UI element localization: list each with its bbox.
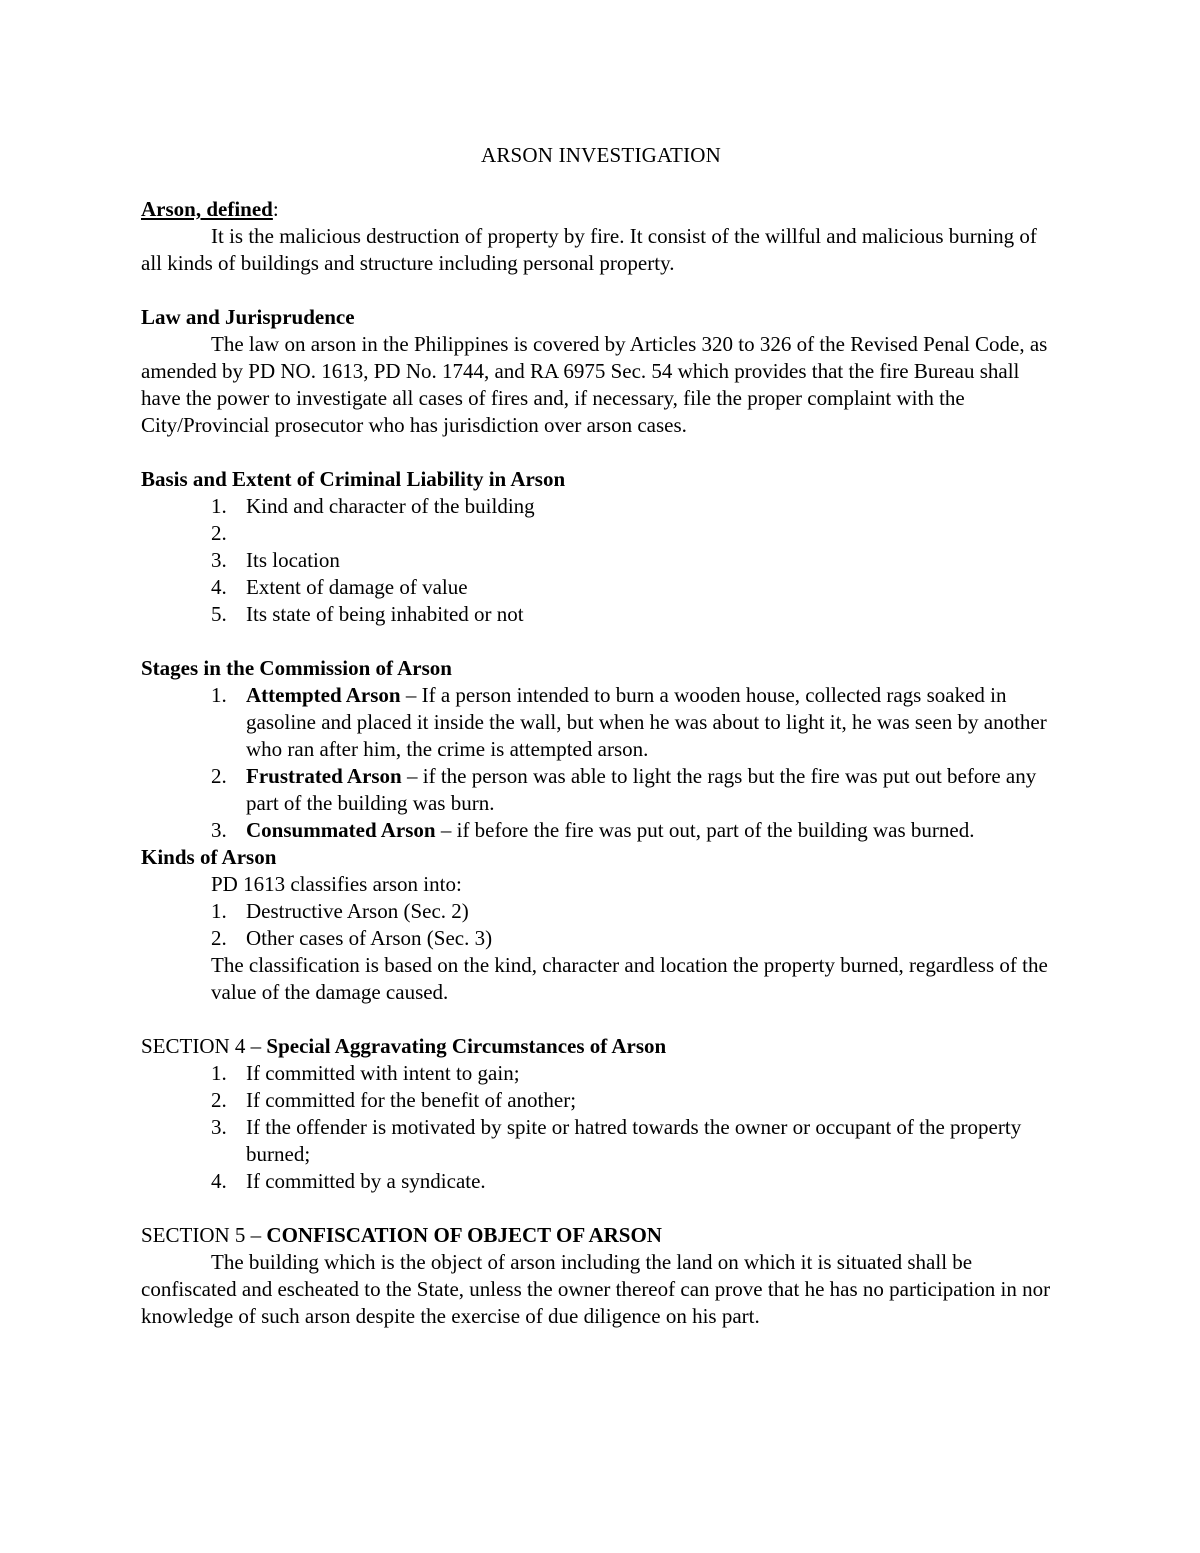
list-item: 4. If committed by a syndicate. (211, 1169, 486, 1193)
list-item: 5. Its state of being inhabited or not (211, 602, 524, 626)
arson-defined-text: It is the malicious destruction of property by fire. It consist of the willful and malicious burning of all kinds of buildings and structure including personal property. (141, 224, 1037, 275)
section4-heading: SECTION 4 – Special Aggravating Circumstances of Arson (141, 1034, 667, 1058)
stages-list (141, 682, 1061, 844)
list-item: 3. Its location (211, 548, 340, 572)
section5-text: The building which is the object of arson including the land on which it is situated shall be confiscated and escheated to the State, unless the owner thereof can prove that he has no participation in nor knowledge of such arson despite the exercise of due diligence on his part. (141, 1250, 1051, 1328)
list-item: 3. Consummated Arson – if before the fire was put out, part of the building was burned. (211, 818, 975, 842)
arson-defined-heading: Arson, defined: (141, 197, 279, 221)
basis-heading: Basis and Extent of Criminal Liability in Arson (141, 467, 566, 491)
list-item: 2. Other cases of Arson (Sec. 3) (211, 926, 493, 950)
list-item: 1. Kind and character of the building (211, 494, 535, 518)
kinds-closing: The classification is based on the kind, character and location the property burned, regardless of the value of the damage caused. (211, 953, 1048, 1004)
list-item: 2. If committed for the benefit of another; (211, 1088, 577, 1112)
stages-heading: Stages in the Commission of Arson (141, 656, 452, 680)
basis-list (141, 493, 1061, 628)
list-item: 1. If committed with intent to gain; (211, 1061, 520, 1085)
section5-heading: SECTION 5 – CONFISCATION OF OBJECT OF ARSON (141, 1223, 662, 1247)
list-item: 1. Destructive Arson (Sec. 2) (211, 899, 469, 923)
list-item: 2. Frustrated Arson – if the person was able to light the rags but the fire was put out before any part of the building was burn. (211, 764, 1037, 815)
list-item: 2. (211, 521, 227, 545)
list-item: 4. Extent of damage of value (211, 575, 468, 599)
kinds-intro: PD 1613 classifies arson into: (211, 872, 462, 896)
kinds-heading: Kinds of Arson (141, 845, 277, 869)
law-text: The law on arson in the Philippines is covered by Articles 320 to 326 of the Revised Penal Code, as amended by PD NO. 1613, PD No. 1744, and RA 6975 Sec. 54 which provides that the fire Bureau shall have the power to investigate all cases of fires and, if necessary, file the proper complaint with the City/Provincial prosecutor who has jurisdiction over arson cases. (141, 332, 1048, 437)
list-item: 1. Attempted Arson – If a person intended to burn a wooden house, collected rags soaked in gasoline and placed it inside the wall, but when he was about to light it, he was seen by another who ran after him, the crime is attempted arson. (211, 683, 1047, 761)
list-item: 3. If the offender is motivated by spite or hatred towards the owner or occupant of the property burned; (211, 1115, 1022, 1166)
document-page (141, 142, 1061, 1330)
document-title: ARSON INVESTIGATION (480, 143, 722, 167)
law-heading: Law and Jurisprudence (141, 305, 355, 329)
section4-list (141, 1060, 1061, 1195)
kinds-list (141, 898, 1061, 952)
